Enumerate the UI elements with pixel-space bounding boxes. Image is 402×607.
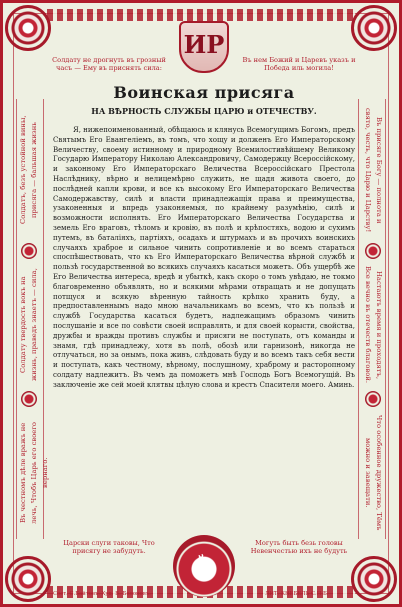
side-text-left-3: Въ честномъ дѣле вражъ не лечь, Чтобъ Царь его своего вернаго.: [19, 422, 49, 524]
corner-rosette-icon: [351, 5, 397, 51]
side-text-right-2: Настаютъ время и проходятъ, Все вечно въ отечеств благовой.: [364, 266, 383, 384]
corner-rosette-icon: [5, 556, 51, 602]
side-text-left-2: Солдату твердость вокъ на жизнь, праведъ знаетъ — сила,: [19, 268, 38, 382]
medal-icon: [21, 243, 37, 259]
medal-icon: [365, 391, 381, 407]
oath-subtitle: НА ВѢРНОСТЬ СЛУЖБЫ ЦАРЮ и ОТЕЧЕСТВУ.: [91, 106, 317, 116]
side-text-right-3: Что особенное дружество, Тёмъ можно и завещати.: [364, 415, 383, 531]
corner-rosette-icon: [351, 556, 397, 602]
medal-icon: [365, 243, 381, 259]
saint-george-emblem-icon: ♞: [173, 535, 235, 597]
corner-rosette-icon: [5, 5, 51, 51]
motto-bottom-right: Могуть быть безь головы Невенчестью ихъ не будуть: [250, 539, 348, 555]
motto-top-left: Солдату не дрогнуть въ грозный часъ — Ему въ приснять сила:: [52, 56, 166, 72]
side-text-left-1: Солдатъ, безъ устойной вины, присяга — бальшая жизнь: [19, 115, 38, 225]
oath-text: Я, нижепоименованный, обѣщаюсь и клянусь Всемогущимъ Богомъ, предъ Святымъ Его Евангеліемъ, въ томъ, что хощу и долженъ Его Императорскому Величеству, своему истинному и природному Всемилостивѣйшему Великому Государю Императору Николаю Александровичу, Самодержцу Всероссійскому, и законному Его Императорскаго Величества Всероссійскаго Престола Наслѣднику, вѣрно и нелицемѣрно служить, не щадя живота своего, до послѣдней капли крови, и все къ высокому Его Императорскаго Величества Самодержавству, силѣ и власти принадлежащія права и преимущества, узаконенныя и впредь узаконяемыя, по крайнему разумѣнію, силѣ и возможности исполнять. Его Императорскаго Величества Государства и земель Его враговъ, тѣломъ и кровію, въ полѣ и крѣпостяхъ, водою и сухимъ путемъ, въ баталіяхъ, партіяхъ, осадахъ и штурмахъ и въ прочихъ воинскихъ случаяхъ храброе и сильное чинить сопротивленіе и во всемъ стараться споспѣшествовать, что къ Его Императорскаго Величества вѣрной службѣ и пользѣ государственной во всякихъ случаяхъ касаться можетъ. Объ ущербѣ же Его Величества интереса, вредѣ и убыткѣ, какъ скоро о томъ увѣдаю, не токмо благовременно объявлять, но и всякими мѣрами отвращать и не допущать потщуся и всякую вѣренную тайность крѣпко хранить буду, а предпоставленнымъ надо мною начальникамъ во всемъ, что къ пользѣ и службѣ Государства касаться будетъ, надлежащимъ образомъ чинить послушаніе и все по совѣсти своей исправлять, и для своей корысти, свойства, дружбы и вражды противъ службы и присяги не поступать, отъ команды и знамя, гдѣ принадлежу, хотя въ полѣ, обозѣ или гарнизонѣ, никогда не отлучаться, но за онымъ, пока живъ, слѣдовать буду и во всемъ такъ себя вести и поступать, какъ честному, вѣрному, послушному, храброму и расторопному солдату надлежитъ. Въ чемъ да поможетъ мнѣ Господь Богъ Всемогущій. Въ заключеніе же сей моей клятвы цѣлую слова и крестъ Спасителя моего. Аминь.: [53, 125, 355, 389]
oath-title: Воинская присяга: [113, 83, 295, 102]
top-ornament-band: [47, 9, 355, 21]
crest-letters: ИР: [183, 30, 225, 59]
motto-top-right: Въ нем Божий и Царевъ указъ и Победа иль могила!: [242, 56, 356, 72]
footer-printer: ЛИТ. КНЕБЕЛЬ С.П.Б.: [265, 591, 329, 597]
side-text-right-1: Въ присяге Богу — полнота и свято, честь, что Царю и Царству!: [364, 107, 383, 233]
footer-credits: Сост. С.Байтовъ. Худ. В. Белоновъ.: [53, 591, 151, 597]
imperial-monogram-crest: [179, 21, 229, 73]
medal-icon: [21, 391, 37, 407]
motto-bottom-left: Царски слуги таковы, Что присягу не забудуть.: [63, 539, 155, 555]
